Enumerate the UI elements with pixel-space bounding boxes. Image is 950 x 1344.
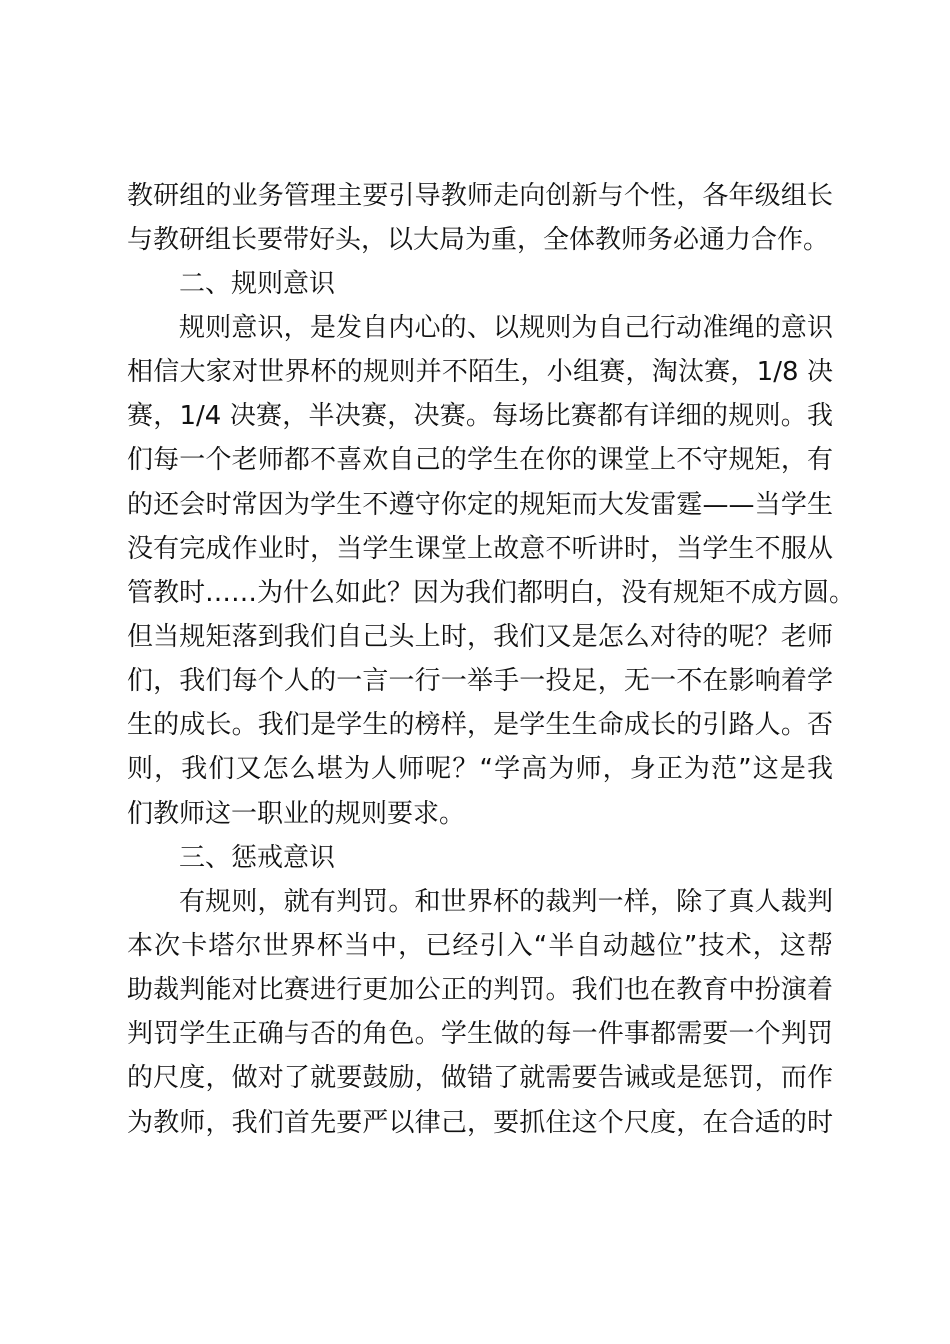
text-line: 生的成长。我们是学生的榜样，是学生生命成长的引路人。否	[127, 710, 833, 740]
text-line: 的还会时常因为学生不遵守你定的规矩而大发雷霆——当学生	[127, 490, 833, 520]
text-line: 的尺度，做对了就要鼓励，做错了就需要告诫或是惩罚，而作	[127, 1063, 833, 1093]
text-line: 相信大家对世界杯的规则并不陌生，小组赛，淘汰赛，1/8 决	[127, 357, 833, 387]
text-line: 与教研组长要带好头，以大局为重，全体教师务必通力合作。	[127, 225, 830, 255]
text-line: 则，我们又怎么堪为人师呢？“学高为师，身正为范”这是我	[127, 754, 833, 784]
text-line: 们每一个老师都不喜欢自己的学生在你的课堂上不守规矩，有	[127, 445, 833, 475]
text-line: 教研组的业务管理主要引导教师走向创新与个性，各年级组长	[127, 181, 833, 211]
text-line: 有规则，就有判罚。和世界杯的裁判一样，除了真人裁判	[179, 887, 833, 917]
text-line: 没有完成作业时，当学生课堂上故意不听讲时，当学生不服从	[127, 534, 833, 564]
text-line: 管教时……为什么如此？因为我们都明白，没有规矩不成方圆。	[127, 578, 856, 608]
section-heading: 二、规则意识	[179, 269, 336, 299]
text-line: 赛，1/4 决赛，半决赛，决赛。每场比赛都有详细的规则。我	[127, 401, 833, 431]
text-line: 们教师这一职业的规则要求。	[127, 799, 466, 829]
text-line: 规则意识，是发自内心的、以规则为自己行动准绳的意识	[179, 313, 833, 343]
text-line: 助裁判能对比赛进行更加公正的判罚。我们也在教育中扮演着	[127, 975, 833, 1005]
text-line: 本次卡塔尔世界杯当中，已经引入“半自动越位”技术，这帮	[127, 931, 833, 961]
text-line: 但当规矩落到我们自己头上时，我们又是怎么对待的呢？老师	[127, 622, 833, 652]
text-line: 为教师，我们首先要严以律己，要抓住这个尺度，在合适的时	[127, 1108, 833, 1138]
text-line: 们，我们每个人的一言一行一举手一投足，无一不在影响着学	[127, 666, 833, 696]
text-line: 判罚学生正确与否的角色。学生做的每一件事都需要一个判罚	[127, 1019, 833, 1049]
section-heading: 三、惩戒意识	[179, 843, 336, 873]
